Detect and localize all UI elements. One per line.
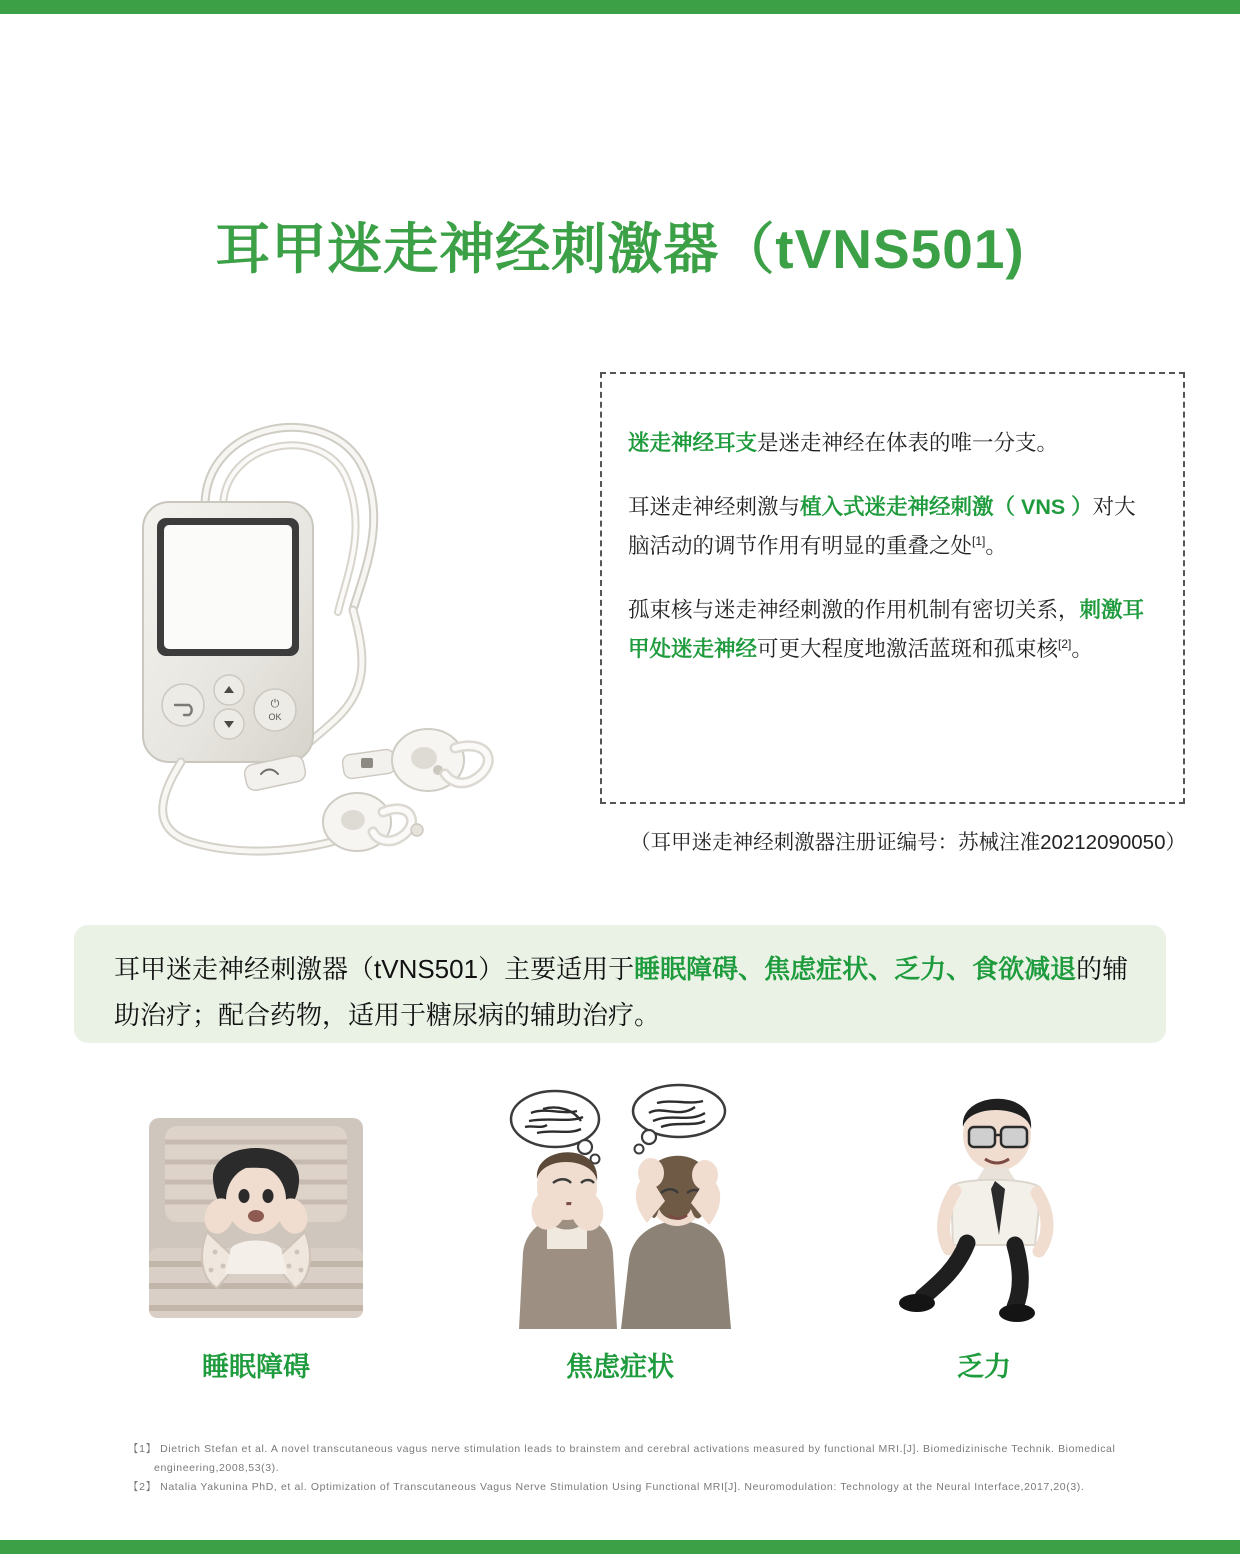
tvns501-device-with-earphones-icon [95,360,575,870]
reference-text: Natalia Yakunina PhD, et al. Optimization of Transcutaneous Vagus Nerve Stimulation Using Functional MRI[J]. Neuromodulation: Technology at the Neural Interface,2017,20(3). [160,1481,1085,1493]
anxious-couple-icon [489,1083,751,1333]
insomnia-person-in-bed-icon [131,1108,381,1333]
info-text-1: 是迷走神经在体表的唯一分支。 [757,431,1059,455]
fatigued-man-walking-icon [889,1083,1079,1333]
info-paragraph-2 [628,490,1157,563]
indication-banner [74,925,1166,1043]
indication-text-a: 耳甲迷走神经刺激器（tVNS501）主要适用于 [114,954,635,984]
reference-text-continued: engineering,2008,53(3). [154,1462,280,1474]
symptom-item-sleep [74,1075,438,1405]
registration-number: （耳甲迷走神经刺激器注册证编号：苏械注准20212090050） [630,831,1186,854]
references-list [128,1440,1138,1497]
info-paragraph-1 [628,426,1157,460]
svg-text:OK: OK [268,712,282,722]
insomnia-illustration [74,1075,438,1333]
reference-marker: 【1】 [128,1443,157,1455]
info-text-2a: 耳迷走神经刺激与 [628,495,801,519]
reference-text: Dietrich Stefan et al. A novel transcutaneous vagus nerve stimulation leads to brainstem and cerebral activations measured by functional MRI.[J]. Biomedizinische Technik. Biomedical [160,1443,1116,1455]
info-highlight-stimulate-cymba: 刺激耳甲处迷走神经 [628,598,1145,662]
symptom-caption-anxiety: 焦虑症状 [566,1352,674,1382]
svg-text:⏻: ⏻ [270,698,280,710]
indication-highlight-symptoms: 睡眠障碍、焦虑症状、乏力、食欲减退 [634,954,1077,984]
power-ok-button [254,689,296,731]
reference-marker-2: [2] [1058,637,1072,652]
fatigue-illustration [802,1075,1166,1333]
symptom-item-anxiety [438,1075,802,1405]
info-text-2b: 对大脑活动的调节作用有明显的重叠之处 [628,495,1136,559]
reference-item [128,1478,1138,1497]
info-paragraph-3 [628,593,1157,666]
info-text-3b: 可更大程度地激活蓝斑和孤束核 [757,637,1059,662]
reference-marker-1: [1] [972,534,986,548]
info-text-3a: 孤束核与迷走神经刺激的作用机制有密切关系， [628,598,1080,623]
mechanism-info-box [600,372,1185,804]
indication-text-b: 的辅助治疗；配合药物，适用于糖尿病的辅助治疗。 [114,954,1129,1030]
reference-marker: 【2】 [128,1481,157,1493]
bottom-accent-bar [0,1540,1240,1554]
indication-text [74,925,1166,1038]
symptom-caption-fatigue: 乏力 [957,1352,1011,1382]
symptom-item-fatigue [802,1075,1166,1405]
info-text-2c: 。 [985,534,1007,559]
page-title: 耳甲迷走神经刺激器（tVNS501) [215,218,1025,280]
device-illustration [95,360,575,870]
top-accent-bar [0,0,1240,14]
info-highlight-implanted-vns: 植入式迷走神经刺激（ VNS ） [800,495,1093,519]
symptom-caption-sleep: 睡眠障碍 [202,1352,310,1382]
info-text-3c: 。 [1071,637,1093,662]
info-highlight-vagus-ear-branch: 迷走神经耳支 [628,431,758,455]
reference-item [128,1440,1138,1478]
symptom-gallery [74,1075,1166,1405]
anxiety-illustration [438,1075,802,1333]
